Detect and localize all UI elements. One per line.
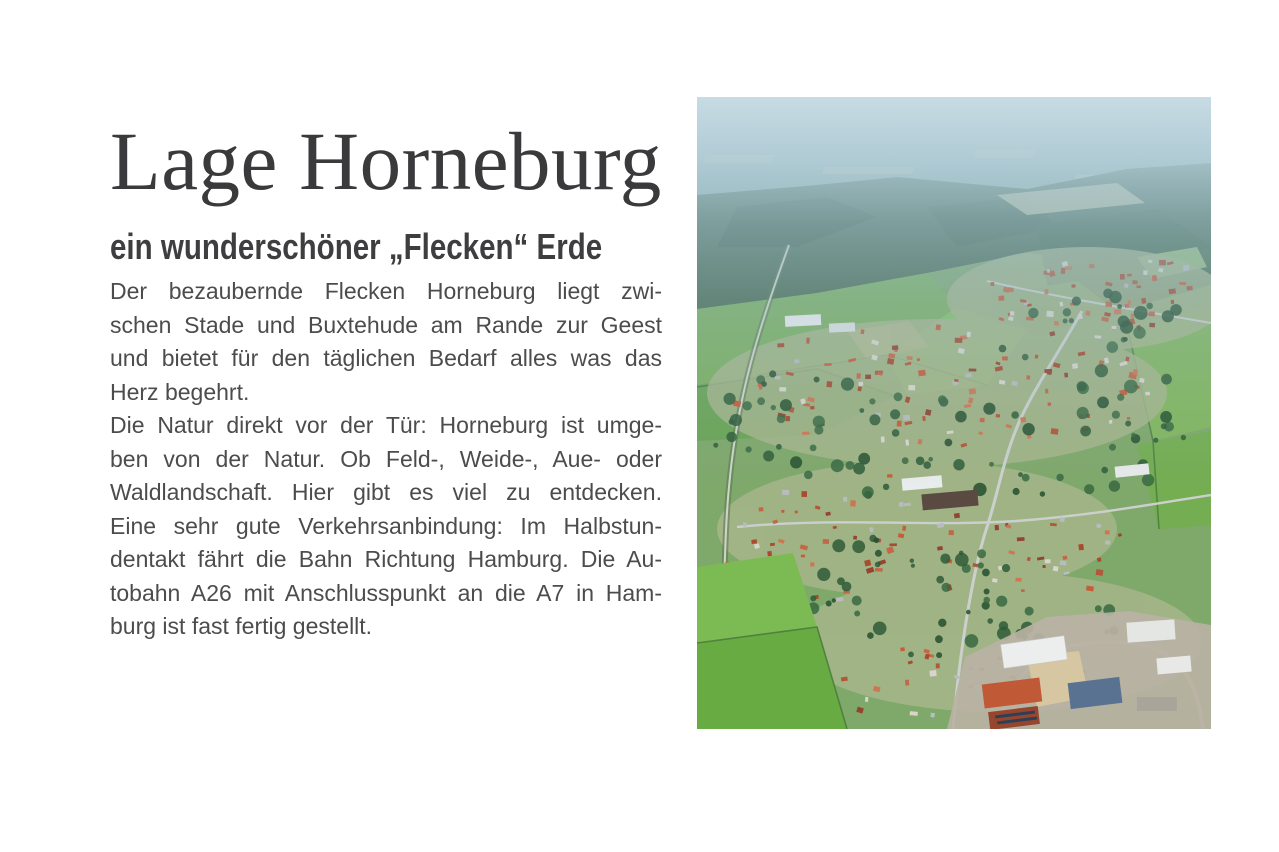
- body-line: Herz begehrt.: [110, 378, 250, 405]
- aerial-photo-illustration: [697, 97, 1211, 729]
- body-line: dentakt fährt die Bahn Richtung Hamburg. Die Au-: [110, 546, 662, 572]
- aerial-photo: [697, 97, 1211, 729]
- photo-haze-overlay: [697, 97, 1211, 729]
- page-subtitle-text: ein wunderschöner „Flecken“ Erde: [110, 226, 603, 267]
- body-line: Die Natur direkt vor der Tür: Horneburg ist umge-: [110, 412, 662, 438]
- body-line: tobahn A26 mit Anschlusspunkt an die A7 in Ham-: [110, 579, 662, 606]
- body-line: Waldlandschaft. Hier gibt es viel zu entdecken.: [110, 479, 662, 505]
- body-line: schen Stade und Buxtehude am Rande zur Geest: [110, 311, 662, 338]
- page-title: Lage Horneburg: [110, 115, 662, 207]
- body-line: Der bezaubernde Flecken Horneburg liegt zwi-: [110, 278, 662, 304]
- body-line: und bietet für den täglichen Bedarf alles was das: [110, 345, 662, 371]
- body-text: [110, 278, 662, 647]
- body-line: ben von der Natur. Ob Feld-, Weide-, Aue- oder: [110, 445, 662, 472]
- body-line: burg ist fast fertig gestellt.: [110, 613, 373, 639]
- page-subtitle: [110, 228, 710, 266]
- body-line: Eine sehr gute Verkehrsanbindung: Im Halbstun-: [110, 512, 662, 539]
